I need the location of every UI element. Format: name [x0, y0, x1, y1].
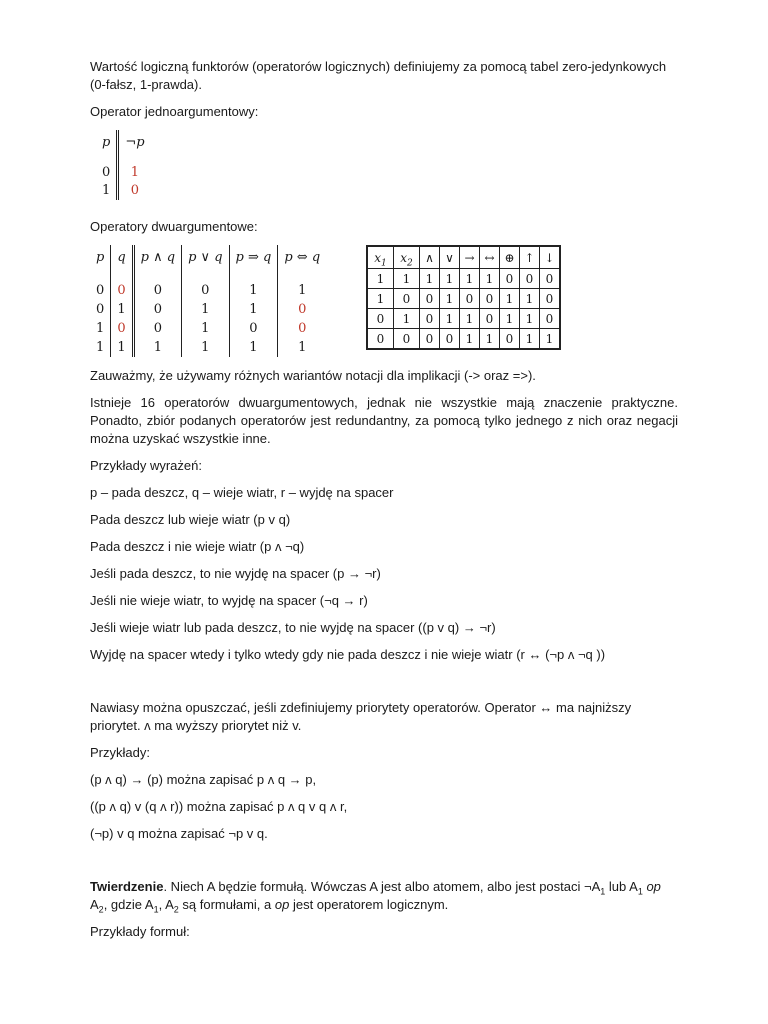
- operators-grid-table: [366, 245, 561, 350]
- list-item: Jeśli pada deszcz, to nie wyjdę na spacer (p → ¬r): [90, 566, 381, 581]
- table-cell: 1: [229, 281, 278, 300]
- unary-header-notp: ¬p: [125, 135, 145, 150]
- table-cell: 1: [540, 329, 561, 350]
- intro-paragraph: Wartość logiczną funktorów (operatorów logicznych) definiujemy za pomocą tabel zero-jedynkowych (0-fałsz, 1-prawda).: [90, 59, 667, 92]
- grid-header: ∧: [420, 246, 440, 269]
- table-cell: 1: [130, 165, 140, 180]
- list-item: (¬p) v q można zapisać ¬p v q.: [90, 826, 268, 841]
- table-cell: 0: [480, 289, 500, 309]
- table-cell: 0: [500, 329, 520, 350]
- bin-header: p ⇔ q: [284, 250, 321, 265]
- table-cell: 1: [480, 329, 500, 350]
- table-cell: 1: [229, 338, 278, 357]
- unary-heading: Operator jednoargumentowy:: [90, 104, 259, 119]
- table-cell: 0: [298, 301, 307, 317]
- table-cell: 0: [367, 309, 394, 329]
- table-cell: 0: [133, 281, 181, 300]
- table-cell: 0: [540, 309, 561, 329]
- table-cell: 1: [460, 309, 480, 329]
- grid-header-x1: $x_1$: [367, 246, 394, 269]
- table-cell: 1: [111, 300, 133, 319]
- theorem-paragraph: Twierdzenie. Niech A będzie formułą. Wówczas A jest albo atomem, albo jest postaci $\neg A_1$ lub $A_1$ op $A_2$, gdzie $A_1$, $A_2$ są formułami, a op jest operatorem logicznym.: [90, 879, 661, 915]
- bin-header: p: [90, 245, 111, 271]
- bin-header: p ∨ q: [182, 245, 229, 271]
- table-cell: 1: [500, 289, 520, 309]
- table-cell: 0: [540, 269, 561, 289]
- table-cell: 1: [460, 329, 480, 350]
- table-cell: 1: [133, 338, 181, 357]
- table-cell: 1: [182, 338, 229, 357]
- table-cell: 1: [182, 300, 229, 319]
- table-cell: 1: [367, 289, 394, 309]
- list-item: p – pada deszcz, q – wieje wiatr, r – wyjdę na spacer: [90, 485, 394, 500]
- list-item: (p ʌ q) → (p) można zapisać p ʌ q → p,: [90, 772, 317, 787]
- grid-row: [367, 269, 560, 289]
- grid-header: ↓: [540, 246, 561, 269]
- table-cell: 1: [440, 309, 460, 329]
- table-cell: 0: [130, 183, 140, 198]
- sixteen-operators-paragraph: Istnieje 16 operatorów dwuargumentowych, jednak nie wszystkie mają znaczenie praktyczne. Ponadto, zbiór podanych operatorów jest redundantny, za pomocą tylko jednego z nich oraz negacji można uzyskać wszystkie inne.: [90, 395, 678, 446]
- table-cell: 0: [133, 319, 181, 338]
- list-item: Pada deszcz i nie wieje wiatr (p ʌ ¬q): [90, 539, 305, 554]
- table-cell: 0: [96, 164, 118, 182]
- table-cell: 1: [298, 282, 307, 298]
- list-item: Pada deszcz lub wieje wiatr (p v q): [90, 512, 291, 527]
- table-cell: 1: [480, 269, 500, 289]
- table-cell: 0: [540, 289, 561, 309]
- grid-header: ↔: [480, 246, 500, 269]
- table-cell: 1: [394, 309, 420, 329]
- priority-examples-list: [90, 771, 678, 843]
- table-cell: 0: [420, 329, 440, 350]
- bin-header: p ⇒ q: [229, 245, 278, 271]
- priority-paragraph: Nawiasy można opuszczać, jeśli zdefiniujemy priorytety operatorów. Operator ↔ ma najniższy priorytet. ʌ ma wyższy priorytet niż v.: [90, 700, 632, 733]
- table-cell: 0: [420, 289, 440, 309]
- document-page: [90, 58, 678, 950]
- table-cell: 1: [440, 289, 460, 309]
- table-cell: 0: [520, 269, 540, 289]
- table-cell: 0: [394, 289, 420, 309]
- grid-row: [367, 309, 560, 329]
- table-cell: 0: [480, 309, 500, 329]
- list-item: ((p ʌ q) v (q ʌ r)) można zapisać p ʌ q v q ʌ r,: [90, 799, 348, 814]
- table-cell: 0: [111, 281, 133, 300]
- table-cell: 0: [367, 329, 394, 350]
- unary-truth-table: [96, 130, 151, 200]
- bin-header: q: [111, 245, 133, 271]
- list-item: Jeśli nie wieje wiatr, to wyjdę na spacer (¬q → r): [90, 593, 368, 608]
- list-item: Wyjdę na spacer wtedy i tylko wtedy gdy nie pada deszcz i nie wieje wiatr (r ↔ (¬p ʌ ¬q )): [90, 647, 606, 662]
- theorem-label: Twierdzenie: [90, 879, 164, 894]
- examples2-heading: Przykłady:: [90, 745, 150, 760]
- table-cell: 1: [90, 319, 111, 338]
- table-cell: 0: [229, 319, 278, 338]
- formulas-heading: Przykłady formuł:: [90, 924, 190, 939]
- grid-header: ⊕: [500, 246, 520, 269]
- grid-header-x2: $x_2$: [394, 246, 420, 269]
- table-cell: 1: [394, 269, 420, 289]
- binary-tables: [90, 245, 678, 357]
- table-cell: 1: [298, 339, 307, 355]
- table-cell: 1: [520, 329, 540, 350]
- grid-row: [367, 289, 560, 309]
- implication-note: Zauważmy, że używamy różnych wariantów notacji dla implikacji (-> oraz =>).: [90, 368, 536, 383]
- table-cell: 0: [133, 300, 181, 319]
- list-item: Jeśli wieje wiatr lub pada deszcz, to nie wyjdę na spacer ((p v q) → ¬r): [90, 620, 496, 635]
- table-cell: 1: [90, 338, 111, 357]
- unary-header-p: p: [96, 130, 118, 156]
- bin-header: p ∧ q: [133, 245, 181, 271]
- table-cell: 1: [229, 300, 278, 319]
- table-cell: 1: [420, 269, 440, 289]
- table-cell: 1: [96, 182, 118, 200]
- table-cell: 1: [500, 309, 520, 329]
- table-cell: 1: [520, 309, 540, 329]
- expressions-list: [90, 484, 678, 664]
- table-cell: 1: [460, 269, 480, 289]
- binary-heading: Operatory dwuargumentowe:: [90, 219, 258, 234]
- examples-heading: Przykłady wyrażeń:: [90, 458, 202, 473]
- table-cell: 1: [111, 338, 133, 357]
- table-cell: 0: [111, 319, 133, 338]
- table-cell: 1: [520, 289, 540, 309]
- grid-header: ↑: [520, 246, 540, 269]
- grid-row: [367, 329, 560, 350]
- table-cell: 0: [420, 309, 440, 329]
- table-cell: 1: [440, 269, 460, 289]
- table-cell: 0: [90, 300, 111, 319]
- grid-header: ∨: [440, 246, 460, 269]
- table-cell: 0: [182, 281, 229, 300]
- table-cell: 0: [500, 269, 520, 289]
- table-cell: 0: [90, 281, 111, 300]
- table-cell: 1: [367, 269, 394, 289]
- table-cell: 0: [298, 320, 307, 336]
- table-cell: 0: [394, 329, 420, 350]
- table-cell: 0: [460, 289, 480, 309]
- table-cell: 0: [440, 329, 460, 350]
- grid-header: →: [460, 246, 480, 269]
- binary-truth-table: [90, 245, 326, 357]
- table-cell: 1: [182, 319, 229, 338]
